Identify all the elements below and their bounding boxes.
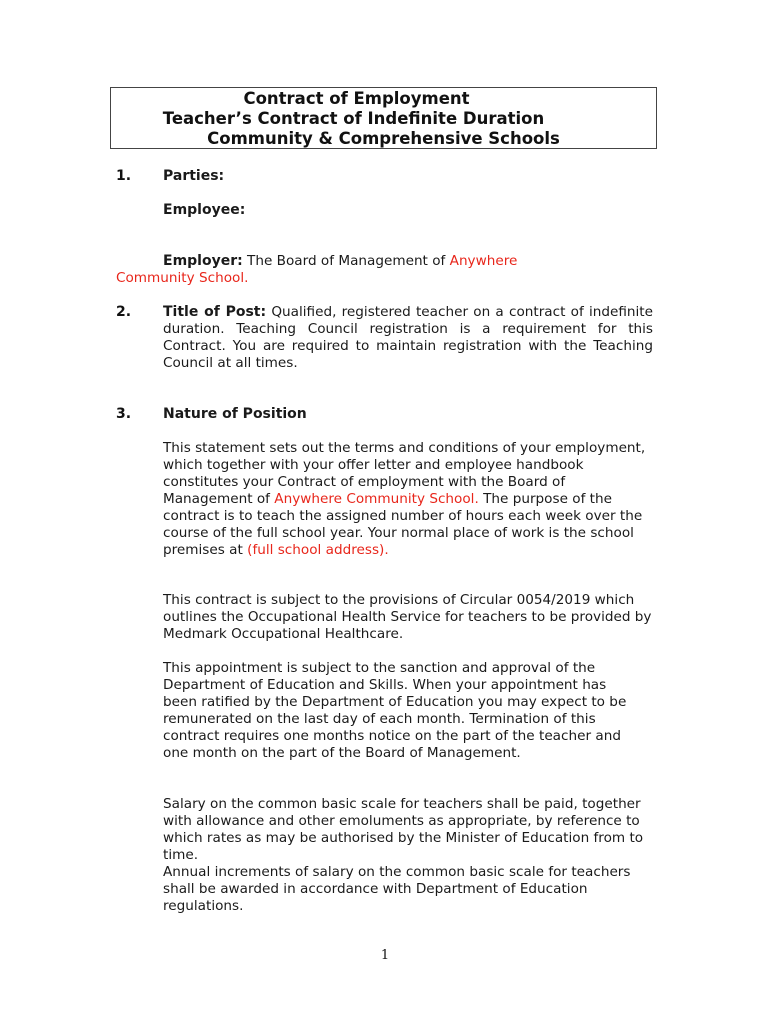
section-2-body	[163, 304, 653, 372]
school-name-placeholder: Anywhere Community School.	[274, 491, 479, 507]
contract-title: Contract of Employment	[243, 89, 470, 108]
contract-title-box	[110, 87, 657, 149]
section-3-paragraph-5: Annual increments of salary on the common basic scale for teachers shall be awarded in accordance with Department of Education regulations.	[163, 864, 631, 914]
employer-school-placeholder: Anywhere	[449, 253, 518, 269]
section-2-text: Qualified, registered teacher on a contract of indefinite duration. Teaching Council registration is a requirement for this Contract. You are required to maintain registration with the Teaching Council at all times.	[163, 304, 654, 371]
section-3-heading: Nature of Position	[163, 406, 307, 422]
employer-school-placeholder-cont: Community School.	[116, 270, 249, 286]
paragraph-1-text-b: The purpose of the contract is to teach the assigned number of hours each week over the course of the full school year. Your normal place of work is the school premises at	[163, 491, 643, 558]
employer-label: Employer:	[163, 253, 243, 269]
employee-label: Employee:	[163, 202, 246, 218]
school-address-placeholder: (full school address).	[247, 542, 389, 558]
section-1-number: 1.	[116, 168, 132, 184]
paragraph-1-text-a: This statement sets out the terms and conditions of your employment, which together with your offer letter and employee handbook constitutes your Contract of employment with the Board of Management of	[163, 440, 646, 507]
employer-text: The Board of Management of	[242, 253, 450, 269]
contract-subtitle: Teacher’s Contract of Indefinite Duration	[162, 109, 545, 128]
section-3-paragraph-2: This contract is subject to the provisions of Circular 0054/2019 which outlines the Occupational Health Service for teachers to be provided by Medmark Occupational Healthcare.	[163, 592, 652, 642]
employer-line	[116, 253, 586, 287]
section-3-number: 3.	[116, 406, 132, 422]
section-3-paragraph-4: Salary on the common basic scale for teachers shall be paid, together with allowance and other emoluments as appropriate, by reference to which rates as may be authorised by the Minister of Education from to time.	[163, 796, 644, 863]
section-1-heading: Parties:	[163, 168, 225, 184]
section-3-paragraph-1	[163, 440, 655, 559]
section-2-number: 2.	[116, 304, 132, 320]
contract-school-type: Community & Comprehensive Schools	[207, 129, 560, 148]
section-2-heading: Title of Post:	[163, 304, 267, 320]
section-3-paragraph-3: This appointment is subject to the sanction and approval of the Department of Education and Skills. When your appointment has been ratified by the Department of Education you may expect to be remunerated on the last day of each month. Termination of this contract requires one months notice on the part of the teacher and one month on the part of the Board of Management.	[163, 660, 627, 761]
page-number: 1	[380, 948, 390, 963]
